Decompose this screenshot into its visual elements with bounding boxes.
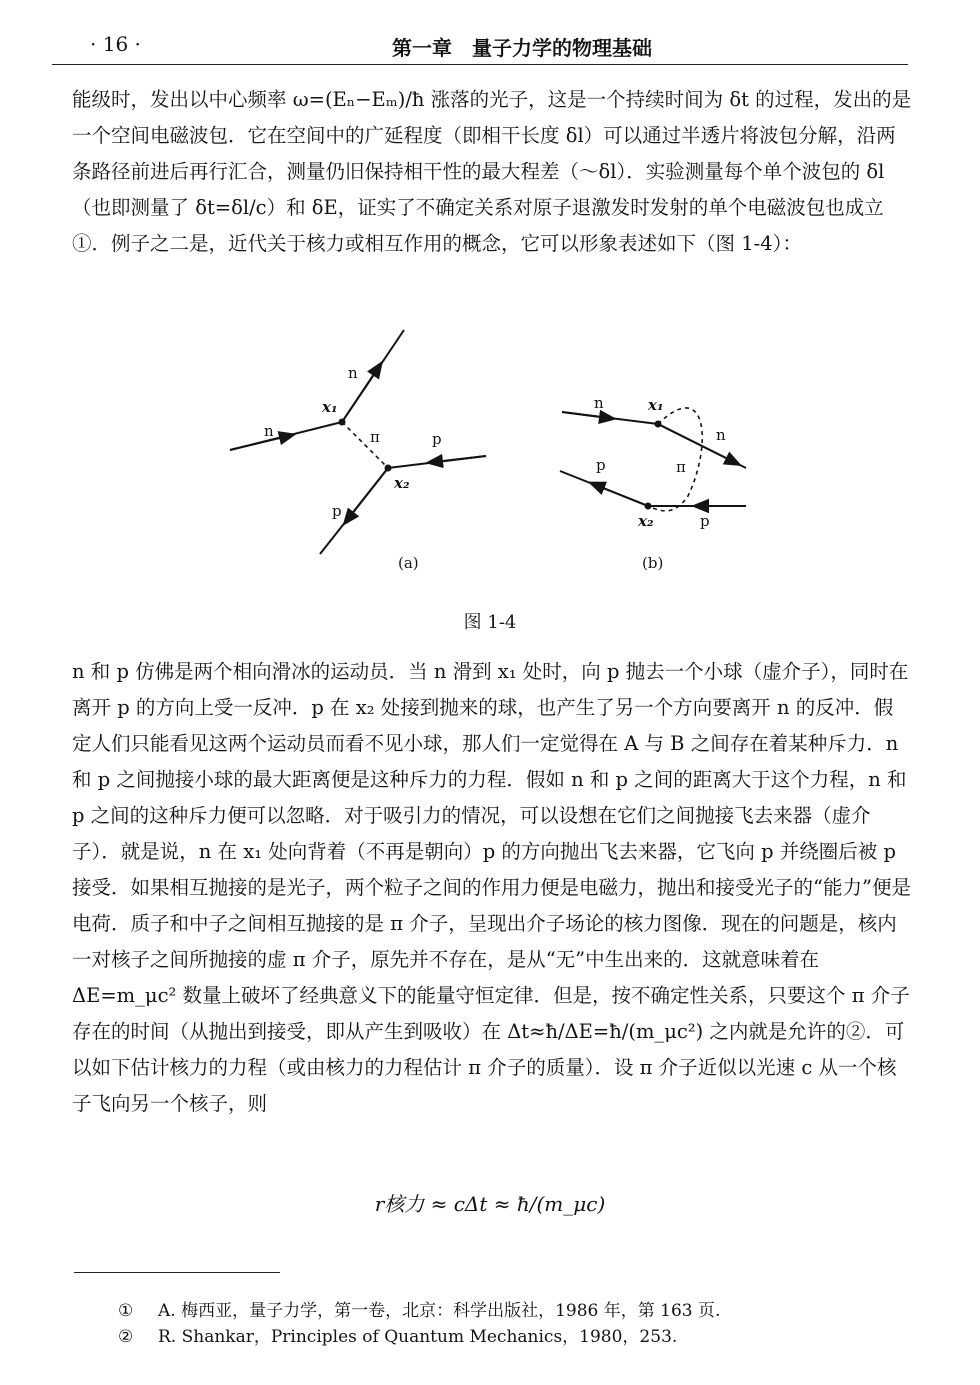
panel-b-label-n-out: n	[716, 426, 726, 444]
panel-a-pion-line	[342, 422, 388, 468]
panel-b-label-p-in: p	[700, 512, 710, 530]
page-number: · 16 ·	[90, 32, 141, 56]
panel-b-label-p-out: p	[596, 456, 606, 474]
footnote-1-mark: ①	[118, 1301, 134, 1321]
panel-b-vertex-x1	[655, 421, 662, 428]
panel-a-label-x1: x₁	[322, 398, 338, 416]
panel-b-label-x2: x₂	[638, 512, 654, 530]
panel-a-label-n-in: n	[264, 422, 274, 440]
equation-nuclear-range: r核力 ≈ cΔt ≈ ħ/(m_μc)	[374, 1192, 606, 1216]
panel-a-label-pi: π	[370, 428, 380, 446]
panel-a-label-x2: x₂	[394, 474, 410, 492]
panel-a-label: (a)	[398, 554, 419, 572]
panel-a-label-p-out: p	[332, 502, 342, 520]
paragraph-1: 能级时，发出以中心频率 ω=(Eₙ−Eₘ)/ħ 涨落的光子，这是一个持续时间为 δt 的过程，发出的是一个空间电磁波包．它在空间中的广延程度（即相干长度 δl）可以通过半透片将波包分解，沿两条路径前进后再行汇合，测量仍旧保持相干性的最大程差（～δl）．实验测量每个单个波包的 δl（也即测量了 δt=δl/c）和 δE，证实了不确定关系对原子退激发时发射的单个电磁波包也成立①．例子之二是，近代关于核力或相互作用的概念，它可以形象表述如下（图 1-4）：	[72, 88, 912, 255]
panel-a-label-n-out: n	[348, 364, 358, 382]
page-header	[40, 28, 940, 64]
panel-b-label: (b)	[642, 554, 664, 572]
panel-a-diagram	[230, 330, 486, 554]
panel-a-vertex-x2	[385, 465, 392, 472]
panel-b-vertex-x2	[645, 503, 652, 510]
panel-a-vertex-x1	[339, 419, 346, 426]
paragraph-2: n 和 p 仿佛是两个相向滑冰的运动员．当 n 滑到 x₁ 处时，向 p 抛去一个小球（虚介子），同时在离开 p 的方向上受一反冲．p 在 x₂ 处接到抛来的球，也产生了另一个方向要离开 n 的反冲．假定人们只能看见这两个运动员而看不见小球，那人们一定觉得在 A 与 B 之间存在着某种斥力．n 和 p 之间抛接小球的最大距离便是这种斥力的力程．假如 n 和 p 之间的距离大于这个力程，n 和 p 之间的这种斥力便可以忽略．对于吸引力的情况，可以设想在它们之间抛接飞去来器（虚介子）．就是说，n 在 x₁ 处向背着（不再是朝向）p 的方向抛出飞去来器，它飞向 p 并绕圈后被 p 接受．如果相互抛接的是光子，两个粒子之间的作用力便是电磁力，抛出和接受光子的“能力”便是电荷．质子和中子之间相互抛接的是 π 介子，呈现出介子场论的核力图像．现在的问题是，核内一对核子之间所抛接的虚 π 介子，原先并不存在，是从“无”中生出来的．这就意味着在 ΔE=m_μc² 数量上破坏了经典意义下的能量守恒定律．但是，按不确定性关系，只要这个 π 介子存在的时间（从抛出到接受，即从产生到吸收）在 Δt≈ħ/ΔE=ħ/(m_μc²) 之内就是允许的②．可以如下估计核力的力程（或由核力的力程估计 π 介子的质量）．设 π 介子近似以光速 c 从一个核子飞向另一个核子，则	[72, 660, 911, 1115]
footnote-2-text: R. Shankar，Principles of Quantum Mechanics，1980，253.	[158, 1327, 678, 1347]
figure-1-4	[200, 316, 760, 586]
panel-a-label-p-in: p	[432, 430, 442, 448]
footnote-2-mark: ②	[118, 1327, 134, 1347]
figure-caption: 图 1-4	[463, 612, 517, 633]
footnote-2	[118, 1322, 677, 1347]
footnote-1-text: A. 梅西亚，量子力学，第一卷，北京：科学出版社，1986 年，第 163 页.	[158, 1301, 721, 1321]
panel-b-label-n-in: n	[594, 394, 604, 412]
header-rule	[52, 64, 908, 65]
panel-b-diagram	[560, 408, 746, 511]
panel-b-label-pi: π	[676, 458, 686, 476]
footnote-1	[118, 1296, 720, 1321]
panel-b-label-x1: x₁	[648, 396, 664, 414]
footnote-rule	[74, 1272, 280, 1273]
chapter-title: 第一章 量子力学的物理基础	[392, 36, 652, 60]
